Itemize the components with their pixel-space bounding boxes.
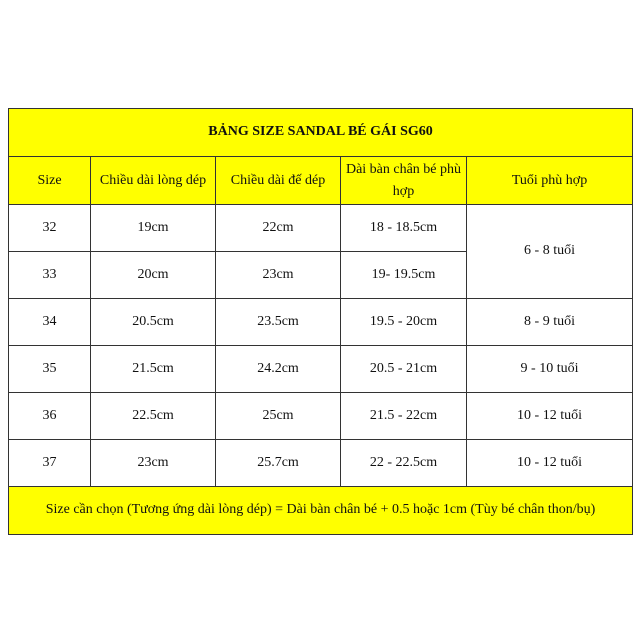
age-cell: 6 - 8 tuổi bbox=[467, 205, 633, 299]
foot-cell: 19- 19.5cm bbox=[341, 252, 467, 299]
size-cell: 35 bbox=[9, 346, 91, 393]
insole-cell: 23cm bbox=[91, 440, 216, 487]
header-foot-length: Dài bàn chân bé phù hợp bbox=[341, 157, 467, 205]
table-title: BẢNG SIZE SANDAL BÉ GÁI SG60 bbox=[9, 109, 633, 157]
header-age: Tuổi phù hợp bbox=[467, 157, 633, 205]
insole-cell: 21.5cm bbox=[91, 346, 216, 393]
insole-cell: 22.5cm bbox=[91, 393, 216, 440]
foot-cell: 20.5 - 21cm bbox=[341, 346, 467, 393]
foot-cell: 22 - 22.5cm bbox=[341, 440, 467, 487]
sole-cell: 25.7cm bbox=[216, 440, 341, 487]
age-cell: 8 - 9 tuổi bbox=[467, 299, 633, 346]
size-cell: 36 bbox=[9, 393, 91, 440]
size-chart-table bbox=[8, 108, 633, 535]
sole-cell: 23.5cm bbox=[216, 299, 341, 346]
age-cell: 9 - 10 tuổi bbox=[467, 346, 633, 393]
insole-cell: 19cm bbox=[91, 205, 216, 252]
size-cell: 33 bbox=[9, 252, 91, 299]
foot-cell: 19.5 - 20cm bbox=[341, 299, 467, 346]
header-insole-length: Chiều dài lòng dép bbox=[91, 157, 216, 205]
table-row bbox=[9, 205, 633, 252]
table-row bbox=[9, 346, 633, 393]
sole-cell: 24.2cm bbox=[216, 346, 341, 393]
sole-cell: 25cm bbox=[216, 393, 341, 440]
title-row bbox=[9, 109, 633, 157]
size-cell: 34 bbox=[9, 299, 91, 346]
sole-cell: 22cm bbox=[216, 205, 341, 252]
table-row bbox=[9, 393, 633, 440]
sole-cell: 23cm bbox=[216, 252, 341, 299]
foot-cell: 21.5 - 22cm bbox=[341, 393, 467, 440]
foot-cell: 18 - 18.5cm bbox=[341, 205, 467, 252]
footer-row bbox=[9, 487, 633, 535]
table-row bbox=[9, 299, 633, 346]
age-cell: 10 - 12 tuổi bbox=[467, 393, 633, 440]
insole-cell: 20.5cm bbox=[91, 299, 216, 346]
footer-note: Size cần chọn (Tương ứng dài lòng dép) = Dài bàn chân bé + 0.5 hoặc 1cm (Tùy bé chân thon/bụ) bbox=[9, 487, 633, 535]
table-row bbox=[9, 440, 633, 487]
age-cell: 10 - 12 tuổi bbox=[467, 440, 633, 487]
size-cell: 37 bbox=[9, 440, 91, 487]
size-cell: 32 bbox=[9, 205, 91, 252]
header-size: Size bbox=[9, 157, 91, 205]
insole-cell: 20cm bbox=[91, 252, 216, 299]
header-sole-length: Chiều dài đế dép bbox=[216, 157, 341, 205]
header-row bbox=[9, 157, 633, 205]
